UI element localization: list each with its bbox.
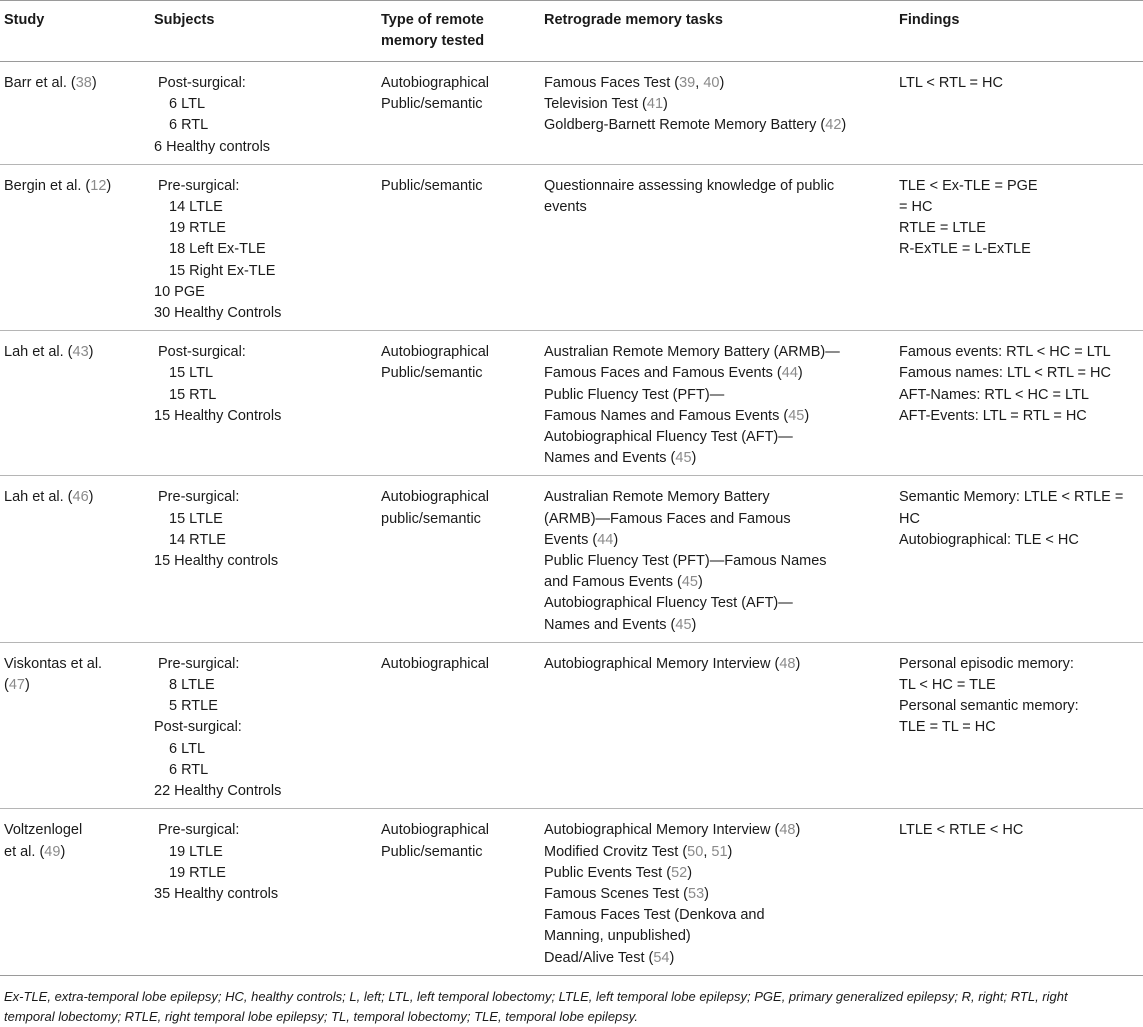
text-segment: ) [795, 822, 801, 839]
reference-link[interactable]: 42 [825, 117, 842, 134]
finding-line: Personal episodic memory: [899, 655, 1074, 672]
reference-link[interactable]: 46 [72, 489, 89, 506]
subject-line: 15 LTL [169, 365, 214, 382]
text-segment: Goldberg-Barnett Remote Memory Battery ( [544, 117, 826, 134]
text-segment: ) [88, 489, 94, 506]
task-line [544, 115, 889, 136]
header-retrograde-tasks: Retrograde memory tasks [544, 12, 723, 28]
study-line [4, 820, 144, 841]
subject-line: 14 LTLE [169, 199, 223, 216]
task-line [544, 197, 889, 218]
task-line [544, 487, 889, 508]
subject-line: 6 Healthy controls [154, 138, 271, 155]
findings-cell [895, 164, 1143, 330]
text-segment: ) [691, 616, 697, 633]
subject-line: 19 RTLE [169, 220, 226, 237]
task-line [544, 73, 889, 94]
study-cell [0, 642, 150, 808]
finding-line: RTLE = LTLE [899, 220, 986, 237]
subjects-cell [150, 642, 377, 808]
task-line [544, 863, 889, 884]
task-line [544, 509, 889, 530]
reference-link[interactable]: 43 [72, 344, 89, 361]
finding-line: R-ExTLE = L-ExTLE [899, 241, 1031, 258]
subject-line: 15 Healthy Controls [154, 407, 282, 424]
table-row [0, 476, 1143, 642]
finding-line: Famous events: RTL < HC = LTL [899, 344, 1111, 361]
task-line [544, 551, 889, 572]
table-row [0, 809, 1143, 975]
text-segment: (ARMB)—Famous Faces and Famous [544, 510, 791, 527]
header-row [0, 1, 1143, 62]
subject-line: 15 LTLE [169, 510, 223, 527]
table-row [0, 331, 1143, 476]
retrograde-tasks-cell [540, 809, 895, 975]
finding-line: = HC [899, 199, 933, 216]
text-segment: ) [719, 75, 725, 91]
retrograde-tasks-cell [540, 164, 895, 330]
finding-line: LTLE < RTLE < HC [899, 822, 1024, 839]
text-segment: ) [804, 407, 810, 424]
reference-link[interactable]: 47 [8, 677, 25, 694]
memory-type-cell [377, 476, 540, 642]
subject-line: Pre-surgical: [158, 822, 240, 839]
task-line [544, 572, 889, 593]
text-segment: Dead/Alive Test ( [544, 949, 654, 966]
memory-type-line: Autobiographical [381, 655, 490, 672]
memory-type-line: Autobiographical [381, 344, 490, 361]
findings-cell [895, 809, 1143, 975]
reference-link[interactable]: 45 [675, 616, 692, 633]
text-segment: ) [669, 949, 675, 966]
text-segment: ( [4, 677, 9, 694]
subject-line: Pre-surgical: [158, 489, 240, 506]
text-segment: Television Test ( [544, 96, 647, 113]
text-segment: Questionnaire assessing knowledge of public [544, 177, 835, 194]
retrograde-tasks-cell [540, 331, 895, 476]
subject-line: 35 Healthy controls [154, 885, 279, 902]
finding-line: TLE = TL = HC [899, 719, 996, 736]
reference-link[interactable]: 45 [788, 407, 805, 424]
text-segment: ) [663, 96, 668, 113]
footnote-line: temporal lobectomy; RTLE, right temporal lobe epilepsy; TL, temporal lobectomy; TLE, temporal lobe epilepsy. [4, 1008, 638, 1024]
subject-line: 14 RTLE [169, 531, 226, 548]
text-segment: ) [91, 75, 97, 91]
reference-link[interactable]: 52 [671, 864, 688, 881]
retrograde-tasks-cell [540, 476, 895, 642]
subject-line: 15 Right Ex-TLE [169, 262, 276, 279]
text-segment: ) [687, 864, 693, 881]
subject-line: 18 Left Ex-TLE [169, 241, 266, 258]
finding-line: TL < HC = TLE [899, 677, 996, 694]
footnote-line: Ex-TLE, extra-temporal lobe epilepsy; HC, healthy controls; L, left; LTL, left temporal lobectomy; LTLE, left temporal lobe epilepsy; PGE, primary generalized epilepsy; R, right; RTL, right [4, 988, 1068, 1004]
task-line [544, 948, 889, 969]
reference-link[interactable]: 54 [653, 949, 670, 966]
text-segment: Autobiographical Memory Interview ( [544, 655, 780, 672]
memory-type-line: Autobiographical [381, 822, 490, 839]
subject-line: 15 Healthy controls [154, 553, 279, 570]
retrograde-tasks-cell [540, 62, 895, 165]
findings-cell [895, 476, 1143, 642]
finding-line: AFT-Names: RTL < HC = LTL [899, 386, 1089, 403]
task-line [544, 94, 889, 115]
text-segment: Names and Events ( [544, 616, 676, 633]
reference-link[interactable]: 53 [688, 885, 705, 902]
memory-type-line: Public/semantic [381, 843, 483, 860]
subjects-cell [150, 809, 377, 975]
finding-line: TLE < Ex-TLE = PGE [899, 177, 1038, 194]
subject-line: 6 LTL [169, 740, 206, 757]
subject-line: 19 LTLE [169, 843, 223, 860]
study-cell [0, 331, 150, 476]
memory-type-line: Autobiographical [381, 489, 490, 506]
text-segment: ) [24, 677, 30, 694]
text-segment: et al. ( [4, 843, 45, 860]
study-cell [0, 62, 150, 165]
text-segment: Australian Remote Memory Battery (ARMB)— [544, 344, 840, 361]
study-line [4, 176, 144, 197]
text-segment: ) [727, 843, 733, 860]
study-line [4, 842, 144, 863]
finding-line: LTL < RTL = HC [899, 75, 1003, 91]
finding-line: Famous names: LTL < RTL = HC [899, 365, 1111, 382]
text-segment: ) [841, 117, 847, 134]
subjects-cell [150, 164, 377, 330]
subject-line: 19 RTLE [169, 864, 226, 881]
study-cell [0, 476, 150, 642]
task-line [544, 406, 889, 427]
text-segment: ) [60, 843, 66, 860]
finding-line: AFT-Events: LTL = RTL = HC [899, 407, 1087, 424]
task-line [544, 926, 889, 947]
memory-type-cell [377, 331, 540, 476]
text-segment: ) [88, 344, 94, 361]
reference-link[interactable]: 51 [711, 843, 728, 860]
findings-cell [895, 642, 1143, 808]
reference-link[interactable]: 45 [681, 574, 698, 591]
study-cell [0, 809, 150, 975]
table-row [0, 164, 1143, 330]
memory-type-cell [377, 642, 540, 808]
subjects-cell [150, 62, 377, 165]
text-segment: ) [797, 365, 803, 382]
reference-link[interactable]: 12 [90, 177, 107, 194]
header-subjects: Subjects [154, 12, 215, 28]
reference-link[interactable]: 50 [687, 843, 704, 860]
text-segment: ) [613, 531, 619, 548]
memory-type-line: Public/semantic [381, 96, 483, 113]
reference-link[interactable]: 38 [75, 75, 92, 91]
table-body [0, 62, 1143, 976]
reference-link[interactable]: 48 [779, 655, 796, 672]
header-study: Study [4, 12, 45, 28]
subject-line: 22 Healthy Controls [154, 783, 282, 800]
subjects-cell [150, 476, 377, 642]
finding-line: HC [899, 510, 920, 527]
text-segment: Lah et al. ( [4, 489, 73, 506]
text-segment: Public Events Test ( [544, 864, 672, 881]
findings-cell [895, 331, 1143, 476]
text-segment: Autobiographical Fluency Test (AFT)— [544, 595, 793, 612]
reference-link[interactable]: 48 [779, 822, 796, 839]
subject-line: Post-surgical: [158, 344, 246, 361]
study-line [4, 73, 144, 94]
subject-line: Post-surgical: [158, 75, 246, 91]
table-row [0, 642, 1143, 808]
reference-link[interactable]: 45 [675, 450, 692, 467]
text-segment: Events ( [544, 531, 598, 548]
text-segment: Autobiographical Memory Interview ( [544, 822, 780, 839]
text-segment: Barr et al. ( [4, 75, 76, 91]
text-segment: ) [691, 450, 697, 467]
memory-type-cell [377, 62, 540, 165]
subject-line: 6 RTL [169, 117, 209, 134]
text-segment: Voltzenlogel [4, 822, 83, 839]
table-header [0, 1, 1143, 62]
task-line [544, 342, 889, 363]
text-segment: Public Fluency Test (PFT)—Famous Names [544, 553, 827, 570]
study-line [4, 654, 144, 675]
subject-line: 6 LTL [169, 96, 206, 113]
text-segment: Names and Events ( [544, 450, 676, 467]
memory-type-line: Autobiographical [381, 75, 490, 91]
task-line [544, 884, 889, 905]
study-line [4, 675, 144, 696]
text-segment: , [703, 843, 712, 860]
subject-line: 10 PGE [154, 283, 205, 300]
subject-line: 30 Healthy Controls [154, 305, 282, 322]
text-segment: Modified Crovitz Test ( [544, 843, 688, 860]
subject-line: Pre-surgical: [158, 177, 240, 194]
text-segment: Australian Remote Memory Battery [544, 489, 770, 506]
text-segment: ) [704, 885, 709, 902]
reference-link[interactable]: 44 [781, 365, 798, 382]
memory-type-cell [377, 809, 540, 975]
study-line [4, 487, 144, 508]
text-segment: Lah et al. ( [4, 344, 73, 361]
task-line [544, 905, 889, 926]
task-line [544, 530, 889, 551]
subjects-cell [150, 331, 377, 476]
task-line [544, 385, 889, 406]
table-footnote [0, 976, 1143, 1027]
finding-line: Autobiographical: TLE < HC [899, 531, 1079, 548]
study-cell [0, 164, 150, 330]
task-line [544, 842, 889, 863]
subject-line: Post-surgical: [154, 719, 242, 736]
task-line [544, 615, 889, 636]
table-row [0, 62, 1143, 165]
study-line [4, 342, 144, 363]
subject-line: 8 LTLE [169, 677, 215, 694]
reference-link[interactable]: 44 [597, 531, 614, 548]
finding-line: Personal semantic memory: [899, 698, 1079, 715]
task-line [544, 176, 889, 197]
text-segment: Famous Faces and Famous Events ( [544, 365, 782, 382]
finding-line: Semantic Memory: LTLE < RTLE = [899, 489, 1124, 506]
text-segment: events [544, 199, 587, 216]
task-line [544, 654, 889, 675]
memory-type-line: Public/semantic [381, 365, 483, 382]
subject-line: 6 RTL [169, 761, 209, 778]
retrograde-tasks-cell [540, 642, 895, 808]
text-segment: Public Fluency Test (PFT)— [544, 386, 725, 403]
text-segment: and Famous Events ( [544, 574, 682, 591]
task-line [544, 363, 889, 384]
text-segment: Viskontas et al. [4, 655, 103, 672]
text-segment: Autobiographical Fluency Test (AFT)— [544, 429, 793, 446]
text-segment: ) [106, 177, 112, 194]
text-segment: ) [795, 655, 801, 672]
findings-cell [895, 62, 1143, 165]
text-segment: Famous Faces Test ( [544, 75, 680, 91]
reference-link[interactable]: 49 [44, 843, 61, 860]
task-line [544, 820, 889, 841]
task-line [544, 448, 889, 469]
text-segment: Famous Names and Famous Events ( [544, 407, 789, 424]
reference-link[interactable]: 41 [646, 96, 664, 113]
text-segment: Manning, unpublished) [544, 928, 691, 945]
task-line [544, 427, 889, 448]
subject-line: 5 RTLE [169, 698, 218, 715]
memory-type-cell [377, 164, 540, 330]
header-findings: Findings [899, 12, 960, 28]
task-line [544, 593, 889, 614]
memory-type-line: public/semantic [381, 510, 481, 527]
text-segment: ) [697, 574, 703, 591]
subject-line: Pre-surgical: [158, 655, 240, 672]
subject-line: 15 RTL [169, 386, 217, 403]
text-segment: Bergin et al. ( [4, 177, 91, 194]
reference-link[interactable]: 40 [703, 75, 720, 91]
text-segment: Famous Faces Test (Denkova and [544, 907, 765, 924]
text-segment: Famous Scenes Test ( [544, 885, 688, 902]
reference-link[interactable]: 39 [679, 75, 696, 91]
text-segment: , [695, 75, 704, 91]
header-memory-type: Type of remote memory tested [381, 12, 485, 49]
memory-type-line: Public/semantic [381, 177, 483, 194]
